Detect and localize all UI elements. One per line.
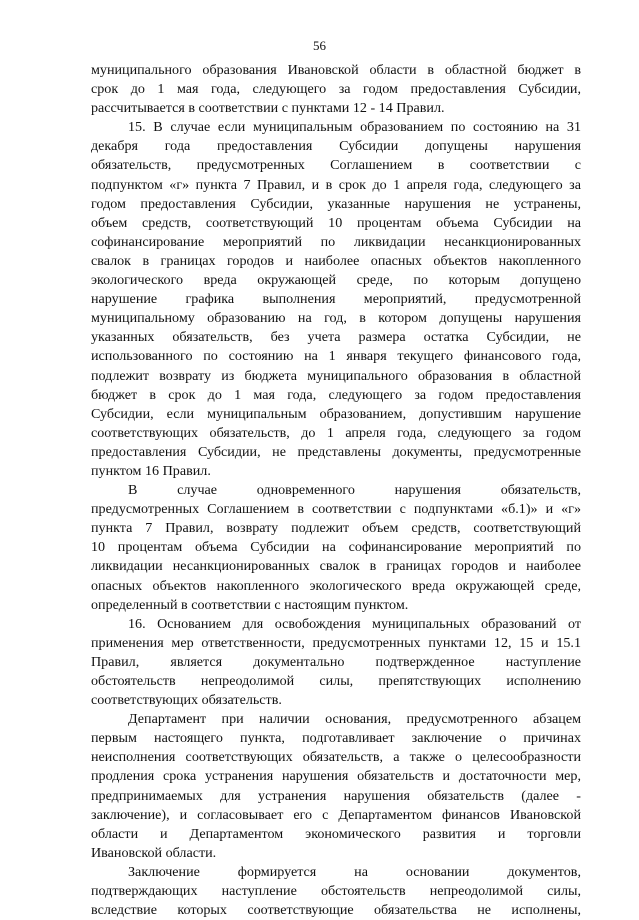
text-line: соответствующих обязательств, до 1 апреля года, следующего за годом <box>91 424 581 441</box>
text-line: В случае одновременного нарушения обязательств, <box>128 482 581 499</box>
text-line: вследствие которых соответствующие обязательства не исполнены, <box>91 902 581 919</box>
text-line: 15. В случае если муниципальным образованием по состоянию на 31 <box>128 119 581 136</box>
text-line: неисполнения соответствующих обязательств, а также о целесообразности <box>91 749 581 766</box>
text-line: ликвидации несанкционированных свалок в границах городов и наиболее <box>91 558 581 575</box>
text-line: Департамент при наличии основания, предусмотренного абзацем <box>128 711 581 728</box>
text-line: заключение), и согласовывает его с Департаментом финансов Ивановской <box>91 806 581 823</box>
text-line: нарушение графика выполнения мероприятий, предусмотренной <box>91 291 581 308</box>
text-line: Субсидии, если муниципальным образованием, допустившим нарушение <box>91 405 581 422</box>
text-line: экологического вреда окружающей среде, по которым допущено <box>91 272 581 289</box>
text-line: области и Департаментом экономического развития и торговли <box>91 825 581 842</box>
text-line: декабря года предоставления Субсидии допущены нарушения <box>91 138 581 155</box>
text-line: определенный в соответствии с настоящим пунктом. <box>91 596 409 613</box>
paragraph-conclusion <box>91 863 581 920</box>
text-line: софинансирование мероприятий по ликвидации несанкционированных <box>91 233 581 250</box>
paragraph-department <box>91 710 581 863</box>
text-line: пунктом 16 Правил. <box>91 462 211 479</box>
text-line: опасных объектов накопленного экологического вреда окружающей среде, <box>91 577 581 594</box>
text-line: обстоятельств непреодолимой силы, препятствующих исполнению <box>91 673 581 689</box>
text-line: муниципальному образованию на год, в котором допущены нарушения <box>91 310 581 327</box>
text-line: предпринимаемых для устранения нарушения обязательств (далее - <box>91 787 581 804</box>
text-line: 10 процентам объема Субсидии на софинансирование мероприятий по <box>91 539 581 556</box>
text-line: подлежит возврату из бюджета муниципального образования в областной <box>91 367 581 384</box>
text-line: продления срока устранения нарушения обязательств и достаточности мер, <box>91 768 581 785</box>
text-line: использованного по состоянию на 1 января текущего финансового года, <box>91 348 581 365</box>
text-line: срок до 1 мая года, следующего за годом предоставления Субсидии, <box>91 81 581 98</box>
page-number: 56 <box>313 38 326 53</box>
text-line: предоставления Субсидии, не представлены документы, предусмотренные <box>91 443 581 460</box>
paragraph-clause-16 <box>91 615 581 710</box>
paragraph-continuation <box>91 61 581 118</box>
text-line: подтверждающих наступление обстоятельств непреодолимой силы, <box>91 883 581 900</box>
paragraph-clause-15 <box>91 118 581 481</box>
text-line: рассчитывается в соответствии с пунктами 12 - 14 Правил. <box>91 100 445 117</box>
text-line: обязательств, предусмотренных Соглашением в соответствии с <box>91 157 581 174</box>
paragraph-simultaneous-violation <box>91 481 581 615</box>
text-line: подпунктом «г» пункта 7 Правил, и в срок до 1 апреля года, следующего за <box>91 176 581 193</box>
text-line: применения мер ответственности, предусмотренных пунктами 12, 15 и 15.1 <box>91 634 581 651</box>
text-line: пункта 7 Правил, возврату подлежит объем средств, соответствующий <box>91 520 581 537</box>
text-line: предусмотренных Соглашением в соответствии с подпунктами «б.1)» и «г» <box>91 501 581 518</box>
text-line: Правил, является документально подтвержденное наступление <box>91 653 581 670</box>
text-line: годом предоставления Субсидии, указанные нарушения не устранены, <box>91 195 581 212</box>
text-line: указанных обязательств, без учета размера остатка Субсидии, не <box>91 329 581 346</box>
text-line: Заключение формируется на основании документов, <box>128 863 581 880</box>
text-line: объем средств, соответствующий 10 процентам объема Субсидии на <box>91 214 581 231</box>
text-line: 16. Основанием для освобождения муниципальных образований от <box>128 615 581 632</box>
text-line: бюджет в срок до 1 мая года, следующего за годом предоставления <box>91 386 581 403</box>
text-line: Ивановской области. <box>91 844 217 861</box>
text-line: первым настоящего пункта, подготавливает заключение о причинах <box>91 730 581 747</box>
text-line: свалок в границах городов и наиболее опасных объектов накопленного <box>91 252 581 269</box>
document-body <box>91 61 581 920</box>
text-line: соответствующих обязательств. <box>91 692 282 709</box>
text-line: муниципального образования Ивановской области в областной бюджет в <box>91 62 581 78</box>
